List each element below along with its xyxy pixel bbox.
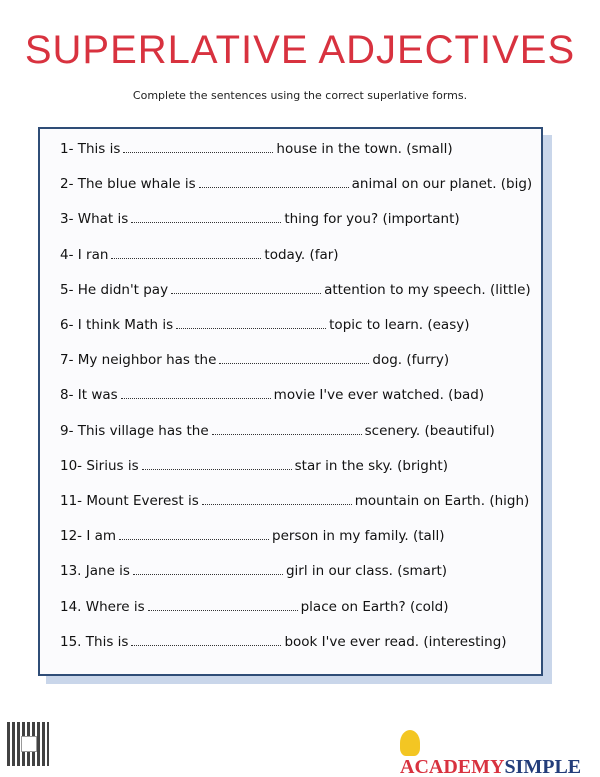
sentence-item [60,317,470,333]
sentence-item [60,352,449,368]
sentence-start: 11- Mount Everest is [60,493,199,509]
answer-blank[interactable] [176,318,326,329]
sentence-end: dog. (furry) [372,352,450,369]
sentence-end: star in the sky. (bright) [294,457,448,474]
answer-blank[interactable] [212,424,362,435]
sentence-end: topic to learn. (easy) [329,317,470,333]
sentence-start: 12- I am [60,528,117,545]
sentence-item [60,387,484,403]
answer-blank[interactable] [123,142,273,153]
sentence-item [60,282,531,298]
instructions: Complete the sentences using the correct superlative forms. [132,89,468,102]
sentence-item [60,563,447,579]
answer-blank[interactable] [171,283,321,294]
answer-blank[interactable] [219,353,369,364]
sentence-end: person in my family. (tall) [272,528,445,545]
sentence-start: 10- Sirius is [60,457,139,474]
sentence-item [60,141,453,157]
sentence-item [60,176,532,192]
answer-blank[interactable] [119,529,269,540]
sentence-item [60,493,529,509]
answer-blank[interactable] [131,635,281,646]
qr-code-icon [7,722,49,766]
sentence-end: animal on our planet. (big) [351,176,533,193]
sentence-item [60,423,495,439]
sentence-start: 8- It was [60,387,118,404]
answer-blank[interactable] [121,388,271,399]
sentence-item [60,211,460,227]
sentence-end: thing for you? (important) [284,211,460,228]
sentence-end: today. (far) [264,246,339,263]
exercise-box [38,127,543,676]
sentence-start: 1- This is [60,141,121,157]
sentence-start: 5- He didn't pay [60,281,169,298]
answer-blank[interactable] [142,459,292,470]
sentence-end: place on Earth? (cold) [300,598,449,615]
sentence-start: 15. This is [60,633,129,650]
sentence-start: 7- My neighbor has the [60,352,217,369]
answer-blank[interactable] [111,248,261,259]
logo-part1: ACADEMY [400,756,505,777]
sentence-start: 2- The blue whale is [60,176,196,193]
worksheet-title: SUPERLATIVE ADJECTIVES [24,28,576,72]
academy-simple-logo [400,730,600,777]
answer-blank[interactable] [199,177,349,188]
sentence-end: attention to my speech. (little) [324,281,531,298]
sentence-end: girl in our class. (smart) [285,563,448,580]
sentence-item [60,247,339,263]
sentence-start: 6- I think Math is [60,317,174,333]
sentence-item [60,458,448,474]
lightbulb-icon [400,730,420,756]
sentence-end: mountain on Earth. (high) [354,493,530,509]
sentence-start: 9- This village has the [60,422,209,439]
sentence-end: movie I've ever watched. (bad) [273,387,485,404]
sentence-start: 14. Where is [60,598,145,615]
answer-blank[interactable] [133,564,283,575]
sentence-item [60,634,507,650]
sentence-item [60,599,449,615]
logo-part2: SIMPLE [504,756,582,777]
sentence-start: 13. Jane is [60,563,130,580]
sentence-start: 4- I ran [60,246,109,263]
answer-blank[interactable] [131,212,281,223]
answer-blank[interactable] [148,600,298,611]
sentence-item [60,528,445,544]
sentence-start: 3- What is [60,211,129,228]
sentence-end: scenery. (beautiful) [364,422,495,439]
answer-blank[interactable] [202,494,352,505]
sentence-end: book I've ever read. (interesting) [284,633,507,650]
sentence-end: house in the town. (small) [276,141,453,157]
